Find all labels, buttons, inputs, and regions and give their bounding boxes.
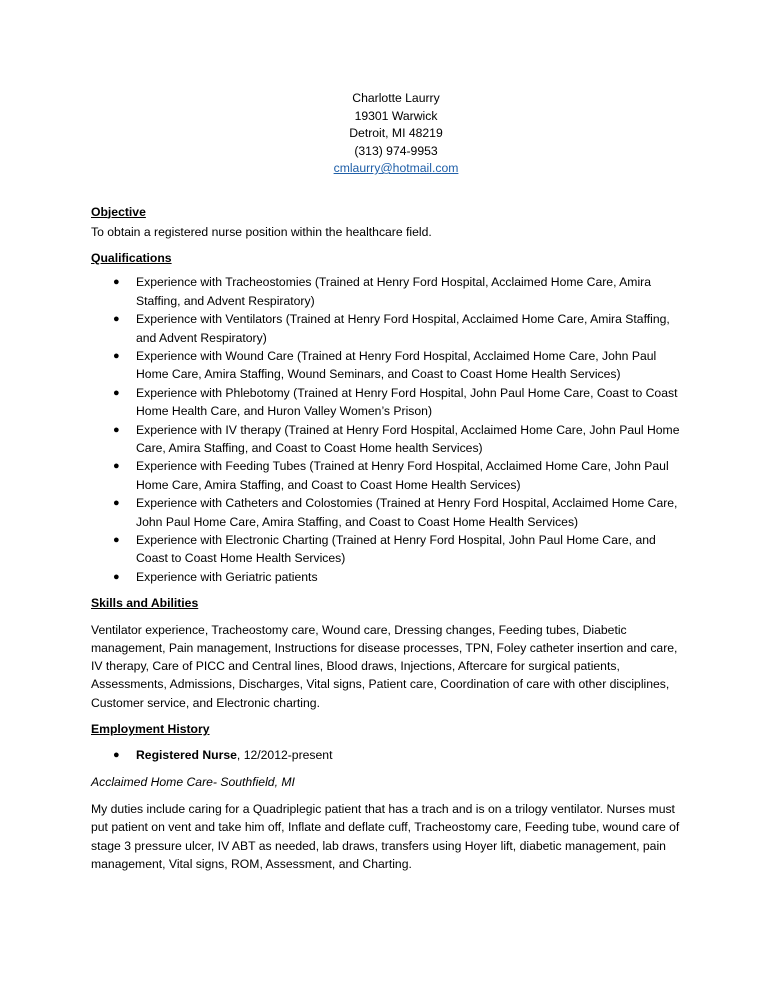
objective-text: To obtain a registered nurse position within the healthcare field. bbox=[91, 224, 432, 239]
objective-heading: Objective bbox=[91, 204, 146, 219]
applicant-name: Charlotte Laurry bbox=[352, 91, 440, 105]
skills-heading: Skills and Abilities bbox=[91, 596, 199, 611]
bullet-icon: ● bbox=[113, 386, 120, 399]
email-link[interactable]: cmlaurry@hotmail.com bbox=[333, 161, 459, 175]
bullet-icon: ● bbox=[113, 460, 120, 473]
list-item bbox=[91, 568, 681, 586]
list-item bbox=[91, 384, 681, 421]
bullet-icon: ● bbox=[113, 276, 120, 289]
bullet-icon: ● bbox=[113, 423, 120, 436]
skills-text: Ventilator experience, Tracheostomy care, Wound care, Dressing changes, Feeding tubes, Diabetic management, Pain management, Instructions for disease processes, TPN, Foley catheter insertion and care, IV therapy, Care of PICC and Central lines, Blood draws, Injections, Aftercare for surgical patients, Assessments, Admissions, Discharges, Vital signs, Patient care, Coordination of care with other disciplines, Customer service, and Electronic charting. bbox=[91, 622, 678, 710]
bullet-icon: ● bbox=[113, 350, 120, 363]
qualification-text: Experience with Ventilators (Trained at Henry Ford Hospital, Acclaimed Home Care, Amira Staffing, and Advent Respiratory) bbox=[136, 312, 670, 345]
job-entry bbox=[91, 746, 681, 764]
qualification-text: Experience with IV therapy (Trained at Henry Ford Hospital, Acclaimed Home Care, John Paul Home Care, Amira Staffing, and Coast to Coast Home health Services) bbox=[136, 422, 680, 456]
qualifications-heading: Qualifications bbox=[91, 251, 172, 266]
list-item bbox=[91, 347, 681, 384]
job-title: Registered Nurse bbox=[136, 748, 237, 763]
bullet-icon: ● bbox=[113, 749, 120, 762]
qualification-text: Experience with Catheters and Colostomies (Trained at Henry Ford Hospital, Acclaimed Home Care, John Paul Home Care, Amira Staffing, and Coast to Coast Home Health Services) bbox=[136, 496, 678, 529]
employer-location: Acclaimed Home Care- Southfield, MI bbox=[91, 774, 295, 789]
list-item bbox=[91, 494, 681, 531]
qualification-text: Experience with Feeding Tubes (Trained at Henry Ford Hospital, Acclaimed Home Care, John Paul Home Care, Amira Staffing, and Coast to Coast Home Health Services) bbox=[136, 459, 669, 492]
qualification-text: Experience with Wound Care (Trained at Henry Ford Hospital, Acclaimed Home Care, John Paul Home Care, Amira Staffing, Wound Seminars, and Coast to Coast Home Health Services) bbox=[136, 349, 657, 382]
bullet-icon: ● bbox=[113, 570, 120, 583]
employment-heading: Employment History bbox=[91, 722, 210, 737]
street-address: 19301 Warwick bbox=[354, 108, 438, 123]
job-dates: , 12/2012-present bbox=[236, 748, 333, 763]
list-item bbox=[91, 531, 681, 568]
phone-number: (313) 974-9953 bbox=[354, 143, 438, 158]
contact-block bbox=[91, 90, 681, 178]
resume-page bbox=[91, 90, 681, 873]
city-state-zip: Detroit, MI 48219 bbox=[349, 126, 443, 140]
qualification-text: Experience with Phlebotomy (Trained at Henry Ford Hospital, John Paul Home Care, Coast to Coast Home Health Care, and Huron Valley Women’s Prison) bbox=[136, 385, 678, 419]
qualification-text: Experience with Tracheostomies (Trained at Henry Ford Hospital, Acclaimed Home Care, Amira Staffing, and Advent Respiratory) bbox=[136, 275, 652, 308]
list-item bbox=[91, 457, 681, 494]
list-item bbox=[91, 421, 681, 458]
job-duties: My duties include caring for a Quadriplegic patient that has a trach and is on a trilogy ventilator. Nurses must put patient on vent and take him off, Inflate and deflate cuff, Tracheostomy care, Feeding tube, wound care of stage 3 pressure ulcer, IV ABT as needed, lab draws, transfers using Hoyer lift, diabetic management, pain management, Vital signs, ROM, Assessment, and Charting. bbox=[91, 801, 680, 871]
qualification-text: Experience with Geriatric patients bbox=[136, 569, 318, 584]
qualifications-list bbox=[91, 273, 681, 586]
list-item bbox=[91, 273, 681, 310]
bullet-icon: ● bbox=[113, 534, 120, 547]
qualification-text: Experience with Electronic Charting (Trained at Henry Ford Hospital, John Paul Home Care, and Coast to Coast Home Health Services) bbox=[136, 533, 656, 566]
list-item bbox=[91, 310, 681, 347]
bullet-icon: ● bbox=[113, 497, 120, 510]
bullet-icon: ● bbox=[113, 313, 120, 326]
